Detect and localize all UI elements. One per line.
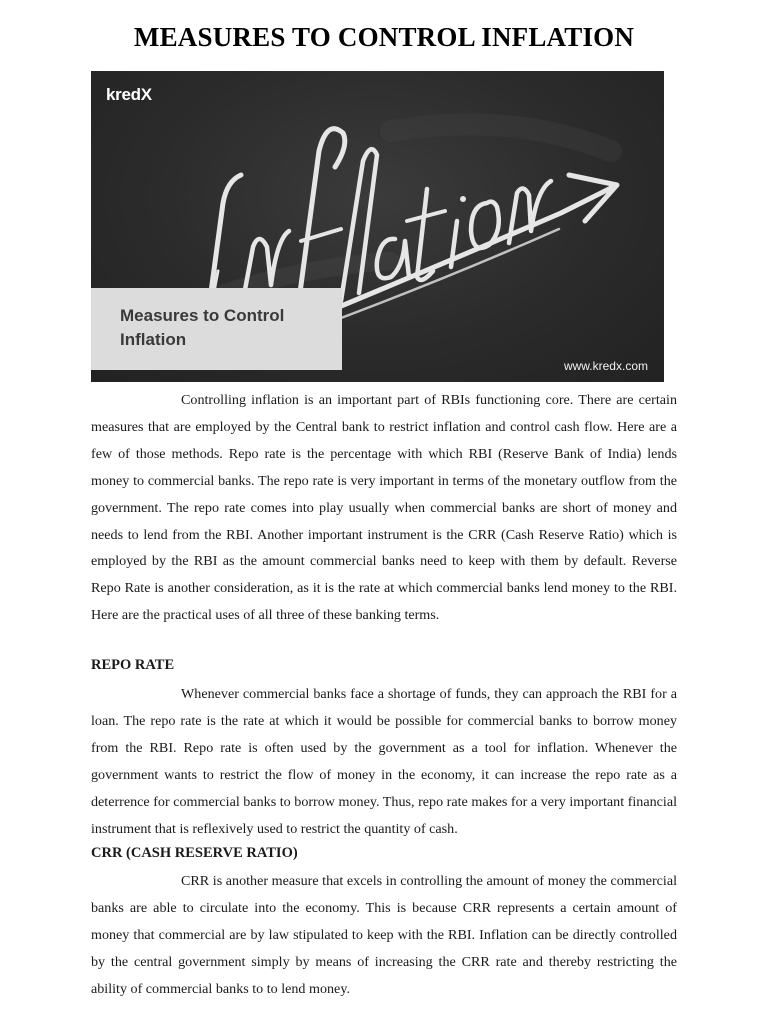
intro-paragraph: Controlling inflation is an important part of RBIs functioning core. There are certain measures that are employed by the Central bank to restrict inflation and control cash flow. Here are a few of those methods. Repo rate is the percentage with which RBI (Reserve Bank of India) lends money to commercial banks. The repo rate is very important in terms of the monetary outflow from the government. The repo rate comes into play usually when commercial banks are short of money and needs to lend from the RBI. Another important instrument is the CRR (Cash Reserve Ratio) which is employed by the RBI as the amount commercial banks need to keep with them by default. Reverse Repo Rate is another consideration, as it is the rate at which commercial banks lend money to the RBI. Here are the practical uses of all three of these banking terms. (91, 392, 677, 624)
section-heading-crr: CRR (CASH RESERVE RATIO) (91, 845, 298, 861)
hero-image (91, 71, 664, 382)
website-url: www.kredx.com (563, 359, 648, 373)
image-caption: Measures to Control Inflation (120, 306, 285, 349)
repo-rate-paragraph: Whenever commercial banks face a shortage of funds, they can approach the RBI for a loan. The repo rate is the rate at which it would be possible for commercial banks to borrow money from the RBI. Repo rate is often used by the government as a tool for inflation. Whenever the government wants to restrict the flow of money in the economy, it can increase the repo rate as a deterrence for commercial banks to borrow money. Thus, repo rate makes for a very important financial instrument that is reflexively used to restrict the quantity of cash. (91, 686, 677, 837)
section-heading-repo-rate: REPO RATE (91, 657, 175, 673)
image-caption-box (91, 288, 342, 370)
page-title: MEASURES TO CONTROL INFLATION (133, 22, 635, 52)
crr-paragraph: CRR is another measure that excels in controlling the amount of money the commercial banks are able to circulate into the economy. This is because CRR represents a certain amount of money that commercial are by law stipulated to keep with the RBI. Inflation can be directly controlled by the central government simply by means of increasing the CRR rate and thereby restricting the ability of commercial banks to to lend money. (91, 873, 677, 997)
kredx-logo: kredX (106, 85, 152, 104)
